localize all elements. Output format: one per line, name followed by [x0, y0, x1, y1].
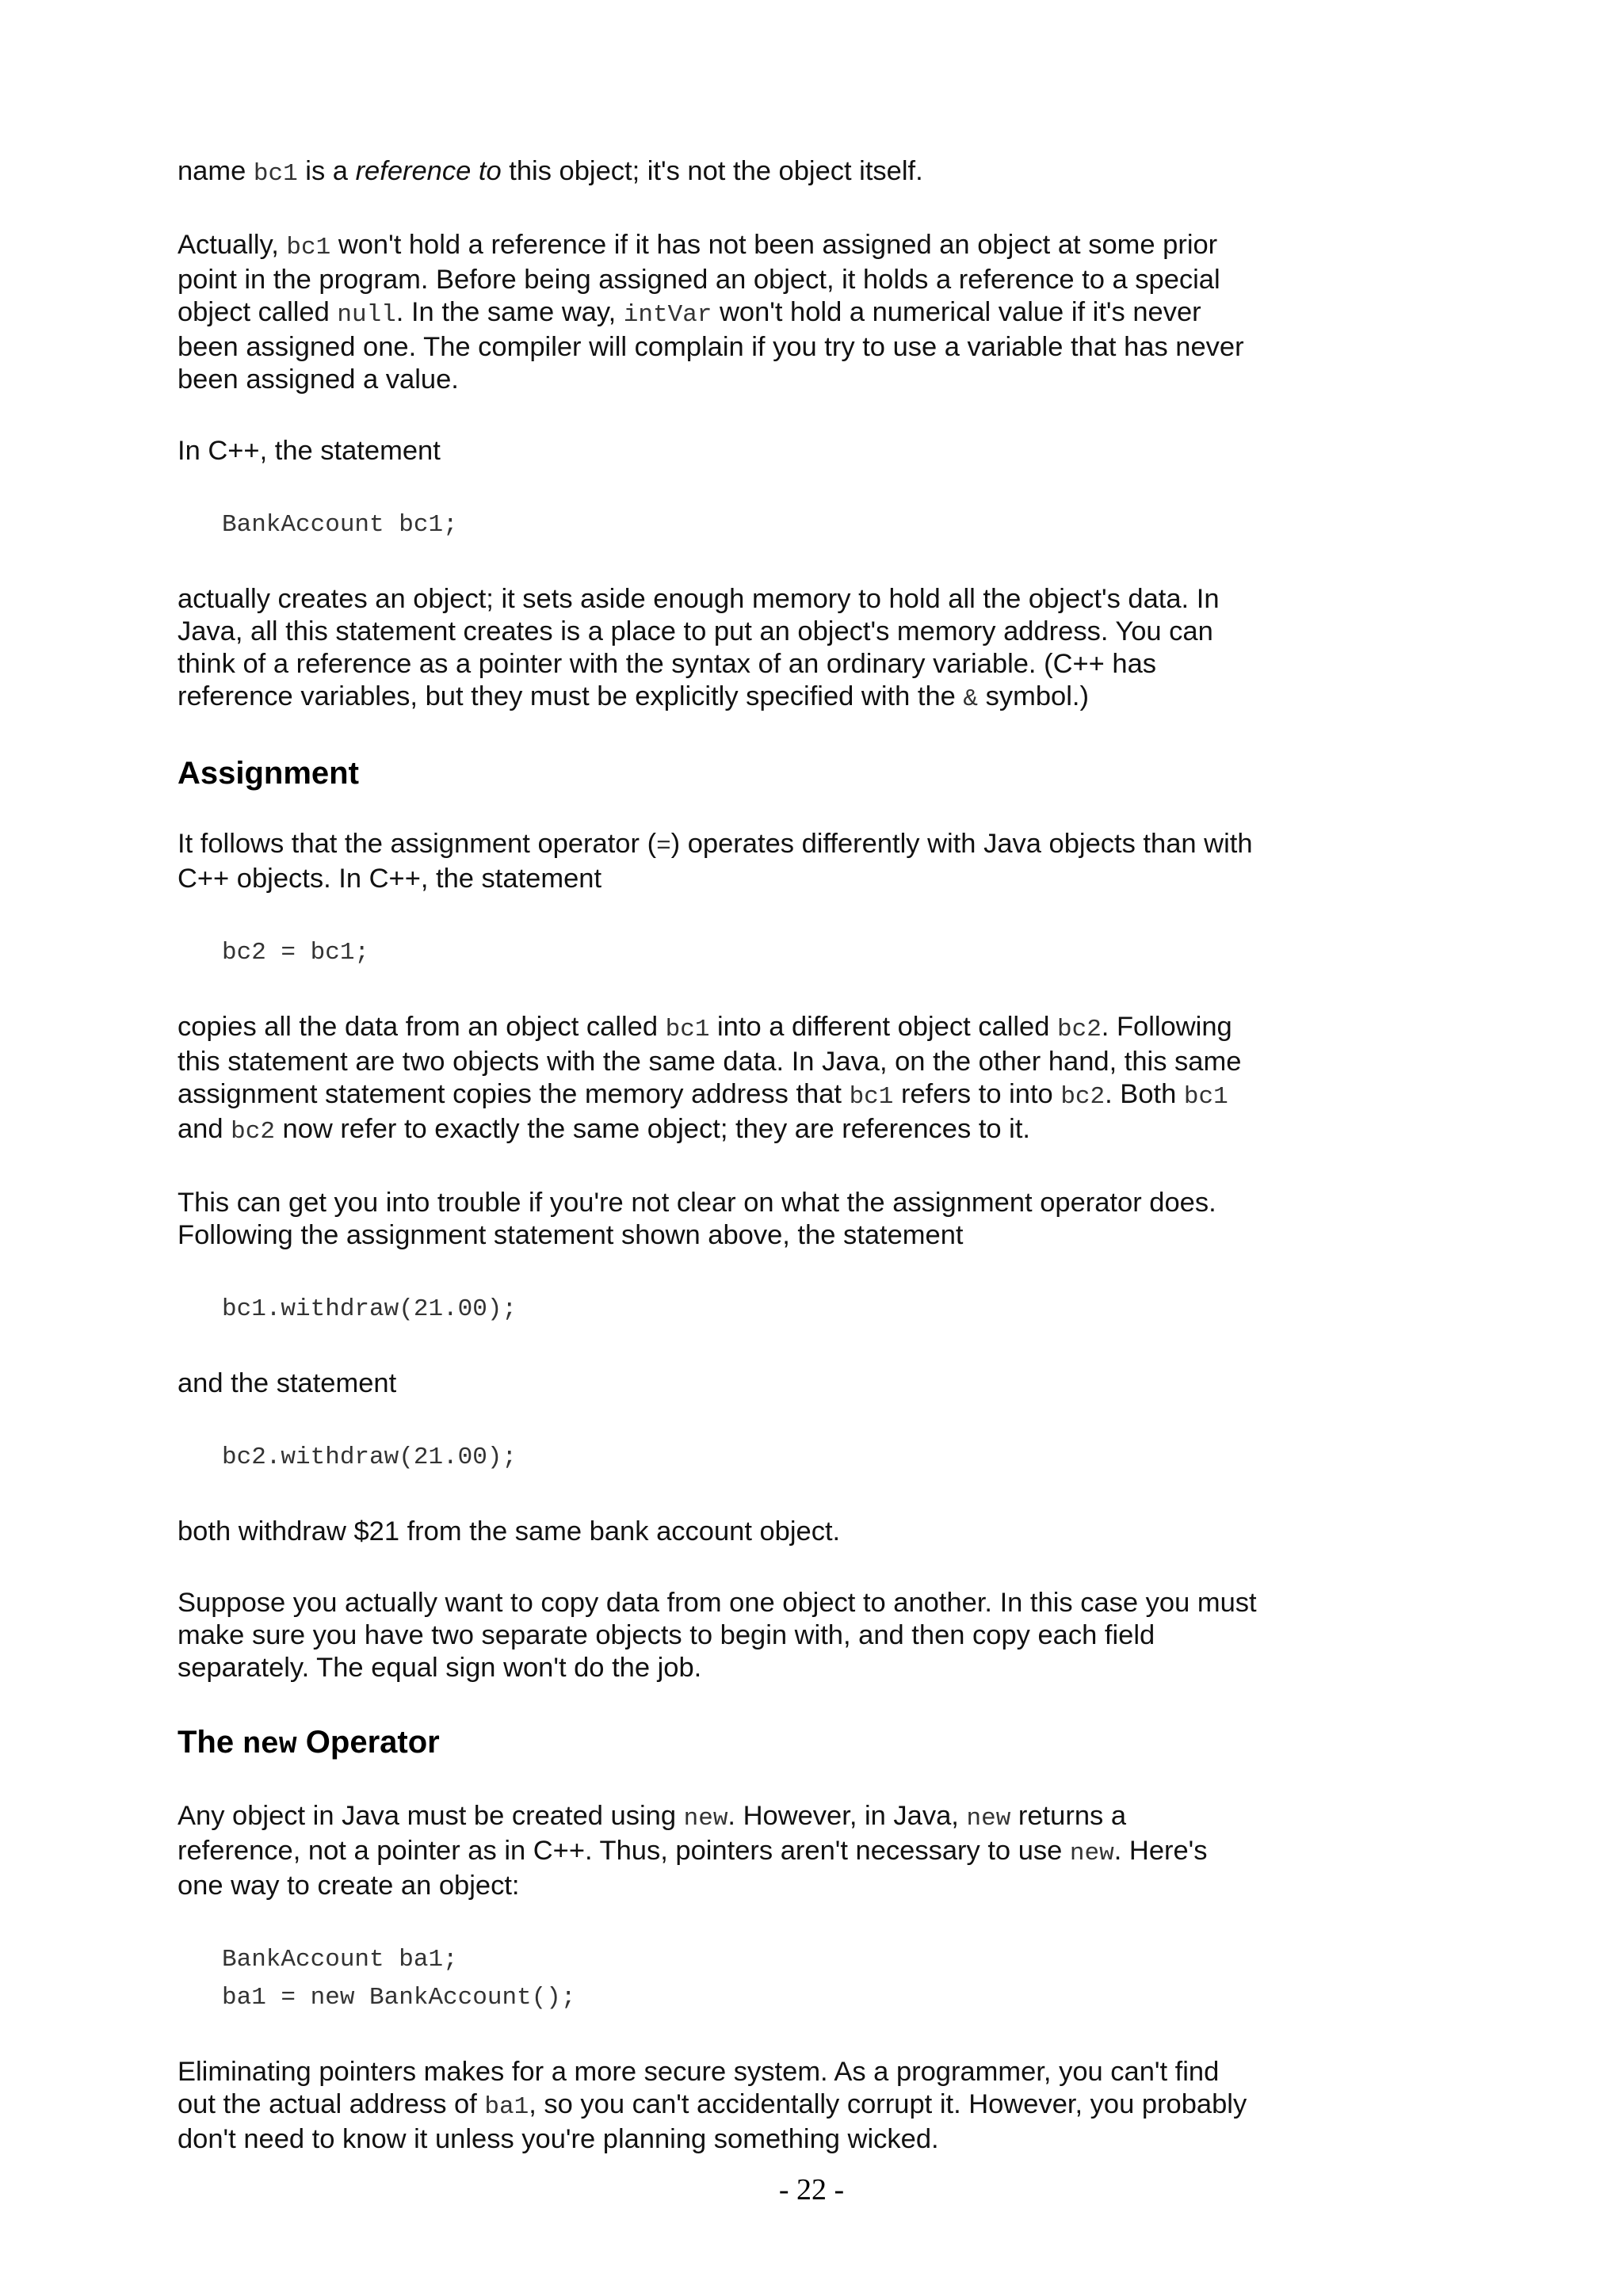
text-run: into a different object called — [709, 1012, 1057, 1042]
inline-code: ba1 — [484, 2093, 529, 2121]
text-run: Actually, — [178, 230, 287, 260]
text-run: this object; it's not the object itself. — [501, 156, 923, 186]
paragraph — [178, 583, 1303, 715]
paragraph: In C++, the statement — [178, 436, 441, 466]
inline-code: bc2 — [1060, 1083, 1106, 1111]
heading-text: Operator — [296, 1725, 440, 1760]
text-run: this statement are two objects with the same data. In Java, on the other hand, this same — [178, 1047, 1242, 1077]
text-run: reference variables, but they must be explicitly specified with the — [178, 681, 964, 711]
text-run: Java, all this statement creates is a place to put an object's memory address. You can — [178, 616, 1213, 646]
inline-code: bc2 — [231, 1118, 275, 1146]
text-run: point in the program. Before being assigned an object, it holds a reference to a special — [178, 265, 1220, 295]
paragraph: and the statement — [178, 1368, 397, 1398]
text-run: actually creates an object; it sets aside enough memory to hold all the object's data. In — [178, 584, 1220, 614]
text-run: copies all the data from an object called — [178, 1012, 666, 1042]
section-heading-assignment: Assignment — [178, 756, 359, 791]
inline-code: new — [966, 1805, 1011, 1833]
inline-code: bc1 — [253, 160, 298, 188]
inline-code: bc1 — [849, 1083, 894, 1111]
text-run: make sure you have two separate objects to begin with, and then copy each field — [178, 1620, 1155, 1650]
text-run: think of a reference as a pointer with the syntax of an ordinary variable. (C++ has — [178, 649, 1157, 679]
document-page — [178, 155, 1303, 2195]
text-run: Eliminating pointers makes for a more secure system. As a programmer, you can't find — [178, 2057, 1220, 2087]
text-run: . Following — [1101, 1012, 1232, 1042]
text-run: separately. The equal sign won't do the job. — [178, 1653, 702, 1683]
text-run: returns a — [1010, 1801, 1127, 1831]
paragraph — [178, 1800, 1303, 1902]
text-run: . However, in Java, — [727, 1801, 967, 1831]
text-run: It follows that the assignment operator ( — [178, 829, 657, 859]
inline-code: new — [1069, 1840, 1114, 1867]
paragraph — [178, 155, 1303, 190]
code-block: bc1.withdraw(21.00); — [222, 1295, 517, 1323]
code-block: bc2 = bc1; — [222, 939, 370, 967]
text-run: This can get you into trouble if you're not clear on what the assignment operator does. — [178, 1188, 1216, 1218]
text-run: , so you can't accidentally corrupt it. However, you probably — [529, 2089, 1247, 2119]
text-run: been assigned one. The compiler will complain if you try to use a variable that has never — [178, 332, 1244, 362]
paragraph: both withdraw $21 from the same bank account object. — [178, 1516, 841, 1547]
code-block: bc2.withdraw(21.00); — [222, 1444, 517, 1471]
text-run: won't hold a reference if it has not been assigned an object at some prior — [330, 230, 1218, 260]
paragraph — [178, 2056, 1303, 2156]
text-run: . Here's — [1113, 1836, 1208, 1866]
code-block: BankAccount ba1; ba1 = new BankAccount(); — [222, 1946, 576, 2012]
page-number: - 22 - — [778, 2173, 845, 2206]
inline-code: bc1 — [1183, 1083, 1228, 1111]
text-run: don't need to know it unless you're planning something wicked. — [178, 2124, 939, 2154]
text-run: is a — [297, 156, 356, 186]
text-run: Suppose you actually want to copy data from one object to another. In this case you must — [178, 1588, 1257, 1618]
paragraph — [178, 828, 1303, 895]
text-run: out the actual address of — [178, 2089, 485, 2119]
text-run: object called — [178, 297, 338, 327]
emphasis: reference to — [355, 156, 502, 186]
paragraph — [178, 1011, 1303, 1148]
text-run: . In the same way, — [395, 297, 624, 327]
text-run: won't hold a numerical value if it's never — [712, 297, 1201, 327]
heading-code: new — [242, 1728, 297, 1762]
text-run: Following the assignment statement shown above, the statement — [178, 1220, 964, 1250]
text-run: name — [178, 156, 254, 186]
inline-code: bc1 — [665, 1016, 710, 1043]
inline-code: bc2 — [1056, 1016, 1102, 1043]
paragraph — [178, 1587, 1303, 1684]
text-run: now refer to exactly the same object; they are references to it. — [274, 1114, 1031, 1144]
text-run: reference, not a pointer as in C++. Thus, pointers aren't necessary to use — [178, 1836, 1070, 1866]
text-run: . Both — [1105, 1079, 1184, 1109]
inline-code: & — [963, 685, 979, 713]
text-run: refers to into — [893, 1079, 1061, 1109]
section-heading-new-operator — [178, 1723, 1303, 1764]
text-run: and — [178, 1114, 231, 1144]
paragraph — [178, 1187, 1303, 1252]
heading-text: The — [178, 1725, 243, 1760]
paragraph — [178, 229, 1303, 396]
inline-code: = — [656, 833, 671, 860]
text-run: ) operates differently with Java objects than with — [670, 829, 1253, 859]
inline-code: null — [337, 301, 396, 329]
text-run: symbol.) — [978, 681, 1089, 711]
text-run: assignment statement copies the memory address that — [178, 1079, 850, 1109]
inline-code: new — [683, 1805, 728, 1833]
text-run: one way to create an object: — [178, 1871, 520, 1901]
code-block: BankAccount bc1; — [222, 511, 458, 539]
text-run: C++ objects. In C++, the statement — [178, 864, 602, 894]
text-run: Any object in Java must be created using — [178, 1801, 684, 1831]
inline-code: bc1 — [286, 234, 331, 261]
text-run: been assigned a value. — [178, 364, 459, 395]
inline-code: intVar — [623, 301, 712, 329]
